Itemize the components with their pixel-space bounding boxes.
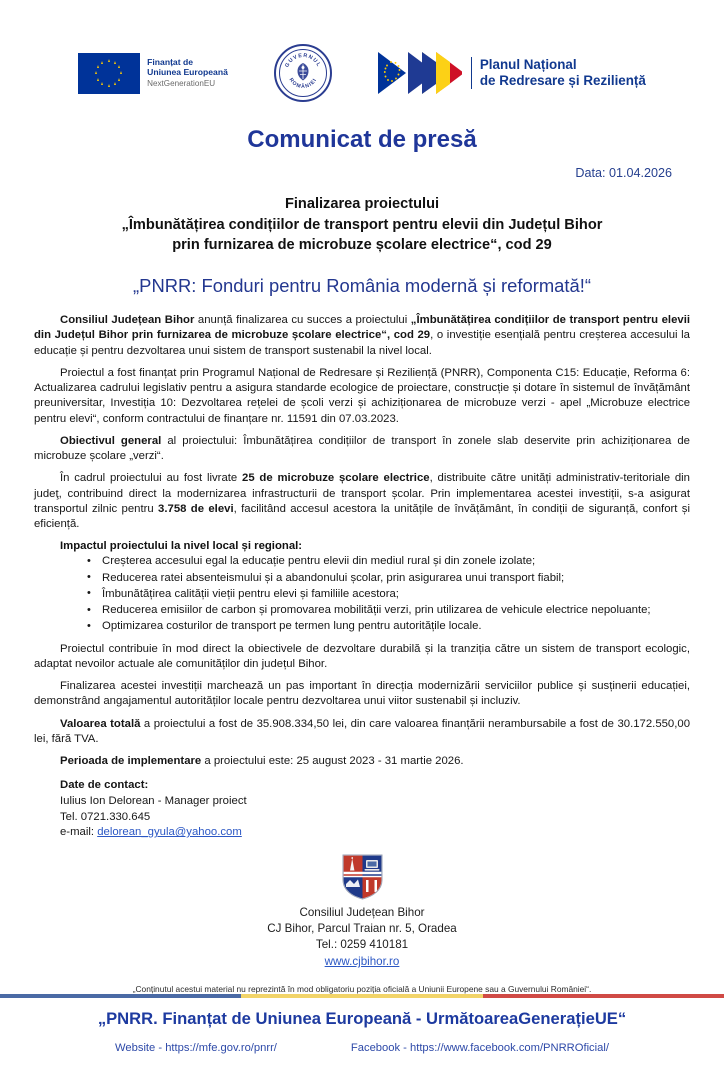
contact-heading: Date de contact: — [60, 779, 149, 792]
contact-email-label: e-mail: — [60, 826, 98, 839]
paragraph-intro — [34, 313, 690, 359]
organization-block — [34, 854, 690, 970]
paragraph-financing: Proiectul a fost finanțat prin Programul Național de Redresare și Reziliență (PNRR), Componenta C15: Educație, Reforma 6: Actualizarea cadrului legislativ pentru a asigura standarde ecologice de proiectare, construcție și dotare în sistemul de învățământ preuniversitar, Investiția 10: Dezvoltarea rețelei de școli verzi și achiziționarea de microbuze verzi - apel „Microbuze electrice pentru elevi“, conform contractului de finanțare nr. 11591 din 07.03.2023. — [34, 366, 690, 425]
footer-links — [0, 1029, 724, 1070]
impact-list-item: • Creșterea accesului egal la educație pentru elevii din mediul rural și din zonele izolate; — [102, 554, 690, 569]
pnrr-logo — [378, 50, 646, 96]
eu-star-icon — [120, 71, 122, 74]
objective-text: al proiectului: Îmbunătățirea condițiilor de transport în zonele slab deservite prin achiziționarea de microbuze școlare „verzi“. — [34, 434, 690, 463]
tricolor-blue — [0, 994, 241, 997]
eu-star-icon — [95, 71, 97, 74]
eu-funding-logo — [78, 53, 228, 94]
total-value-bold: Valoarea totală — [60, 717, 141, 730]
project-subtitle — [0, 194, 724, 256]
impact-list-item: • Reducerea emisiilor de carbon și promovarea mobilității verzi, prin utilizarea de vehicule electrice nepoluante; — [102, 603, 690, 618]
pnrr-logo-line2: de Redresare și Reziliență — [479, 73, 646, 88]
delivery-bold-students: 3.758 de elevi — [158, 502, 234, 515]
header-logo-bar — [0, 0, 724, 108]
eu-star-icon — [108, 84, 110, 87]
svg-text:ROMÂNIEI: ROMÂNIEI — [287, 77, 319, 91]
impact-heading: Impactul proiectului la nivel local și regional: — [60, 540, 303, 553]
paragraph-sustainability: Proiectul contribuie în mod direct la obiectivele de dezvoltare durabilă și la tranziția către un sistem de transport ecologic, adaptat nevoilor actuale ale comunităților din județul Bihor. — [34, 642, 690, 670]
eu-disclaimer: „Conținutul acestui material nu reprezintă în mod obligatoriu poziția oficială a Uniunii Europene sau a Guvernului României“. — [132, 984, 592, 995]
eu-star-icon — [108, 59, 110, 62]
pnrr-logo-text — [471, 57, 646, 90]
eu-star-icon — [114, 82, 116, 85]
impact-list-item: • Îmbunătățirea calității vieții pentru elevi și familiile acestora; — [102, 587, 690, 602]
paragraph-conclusion: Finalizarea acestei investiții marchează un pas important în direcția modernizării serviciilor publice și susținerii educației, demonstrând angajamentul autorităților locale pentru dezvoltarea unui viitor sustenabil și incluziv. — [34, 680, 690, 708]
tricolor-divider — [0, 994, 724, 997]
subtitle-line-2: „Îmbunătățirea condițiilor de transport pentru elevii din Județul Bihor — [121, 216, 603, 233]
organization-name: Consiliul Județean Bihor — [299, 905, 425, 919]
eu-star-icon — [118, 78, 120, 81]
tricolor-red — [483, 994, 724, 997]
contact-block — [60, 778, 690, 841]
eu-logo-line3: NextGenerationEU — [147, 78, 216, 88]
subtitle-line-1: Finalizarea proiectului — [284, 196, 440, 212]
period-bold: Perioada de implementare — [60, 755, 202, 768]
impact-list — [34, 554, 690, 634]
intro-bold-project: „Îmbunătățirea condițiilor de transport pentru elevii din Județul Bihor prin furnizarea de microbuze școlare electrice“, cod 29 — [34, 314, 690, 342]
intro-text-2: , o investiție esențială pentru creșterea accesului la educație și pentru dezvoltarea unui sistem de transport sustenabil la nivel local. — [34, 329, 690, 357]
organization-phone: Tel.: 0259 410181 — [315, 937, 409, 951]
tricolor-yellow — [241, 994, 482, 997]
delivery-text-2: , distribuite către unități administrativ-teritoriale din judeţ, contribuind direct la modernizarea infrastructurii de transport școlar. Prin implementarea acestei investiții, s-a asigurat transportul zilnic pentru — [34, 472, 690, 515]
footer-website-link[interactable]: Website - https://mfe.gov.ro/pnrr/ — [115, 1041, 277, 1054]
pnrr-logo-line1: Planul Național — [479, 56, 577, 72]
document-body — [0, 313, 724, 994]
paragraph-implementation-period — [34, 754, 690, 769]
svg-text:GUVERNUL: GUVERNUL — [284, 52, 322, 69]
contact-name: Iulius Ion Delorean - Manager proiect — [60, 795, 247, 808]
objective-bold: Obiectivul general — [60, 434, 162, 447]
eu-logo-line1: Finanțat de — [147, 56, 193, 67]
intro-bold-council: Consiliul Județean Bihor — [60, 314, 195, 327]
paragraph-objective — [34, 434, 690, 465]
eu-logo-line2: Uniunea Europeană — [147, 66, 228, 77]
footer-facebook-link[interactable]: Facebook - https://www.facebook.com/PNRROficial/ — [350, 1041, 609, 1054]
delivery-bold-buses: 25 de microbuze școlare electrice — [242, 472, 430, 485]
eu-star-icon — [101, 61, 103, 64]
eu-star-icon — [118, 65, 120, 68]
total-value-text: a proiectului a fost de 35.908.334,50 lei, din care valoarea finanțării nerambursabile a fost de 30.172.550,00 lei, fără TVA. — [34, 717, 691, 745]
period-text: a proiectului este: 25 august 2023 - 31 martie 2026. — [201, 755, 464, 768]
pnrr-tagline: „PNRR: Fonduri pentru România modernă și reformată!“ — [133, 275, 591, 297]
intro-text-1: anunță finalizarea cu succes a proiectului — [194, 314, 411, 327]
organization-website-link[interactable]: www.cjbihor.ro — [324, 955, 400, 969]
seal-inner-ring — [279, 49, 327, 97]
footer-title: „PNRR. Finanțat de Uniunea Europeană - UrmătoareaGenerațieUE“ — [97, 1008, 627, 1028]
paragraph-delivery — [34, 471, 690, 532]
eu-flag-icon — [78, 53, 140, 94]
contact-email-row — [60, 825, 690, 841]
eu-star-icon — [97, 78, 99, 81]
document-date: Data: 01.04.2026 — [575, 166, 672, 180]
contact-phone: Tel. 0721.330.645 — [60, 810, 151, 823]
pnrr-arrows-icon — [378, 50, 462, 96]
delivery-text-3: , facilitând accesul acestora la unitățile de învățământ, în condiții de siguranță, confort și eficiență. — [34, 502, 690, 531]
government-of-romania-seal-icon — [274, 44, 332, 102]
eu-star-icon — [101, 82, 103, 85]
eu-logo-text — [147, 58, 228, 88]
impact-list-item: • Reducerea ratei absenteismului și a abandonului școlar, prin asigurarea unui transport fiabil; — [102, 571, 690, 586]
delivery-text-1: În cadrul proiectului au fost livrate — [60, 472, 243, 485]
contact-email-link[interactable]: delorean_gyula@yahoo.com — [97, 826, 242, 839]
impact-list-item: • Optimizarea costurilor de transport pe termen lung pentru autoritățile locale. — [102, 619, 690, 634]
subtitle-line-3: prin furnizarea de microbuze școlare electrice“, cod 29 — [172, 237, 552, 254]
paragraph-total-value — [34, 717, 690, 748]
bihor-county-coat-of-arms-icon — [342, 854, 383, 900]
eu-star-icon — [114, 61, 116, 64]
eu-star-icon — [97, 65, 99, 68]
footer-bar — [0, 994, 724, 1069]
organization-address: CJ Bihor, Parcul Traian nr. 5, Oradea — [267, 921, 457, 935]
page-title: Comunicat de presă — [247, 126, 477, 153]
